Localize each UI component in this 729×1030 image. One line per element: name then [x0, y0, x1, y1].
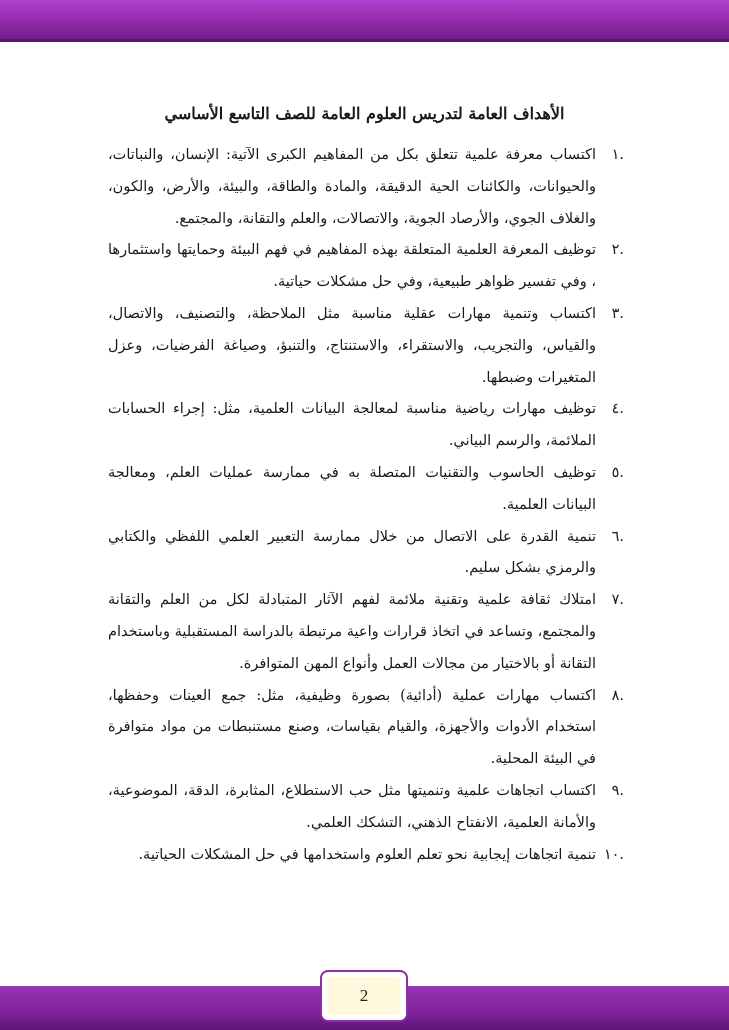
objective-item-1 — [108, 140, 624, 235]
objective-item-6 — [108, 522, 624, 586]
objective-number: .١٠ — [603, 846, 624, 863]
objective-text: امتلاك ثقافة علمية وتقنية ملائمة لفهم الآثار المتبادلة لكل من العلم والتقانة والمجتمع، وتساعد في اتخاذ قرارات واعية مرتبطة بالدراسة المستقبلية وباستخدام التقانة أو بالاختيار من مجالات العمل وأنواع المهن المتوافرة. — [108, 592, 596, 672]
top-decorative-band — [0, 0, 729, 42]
objective-text: توظيف مهارات رياضية مناسبة لمعالجة البيانات العلمية، مثل: إجراء الحسابات الملائمة، والرسم البياني. — [108, 401, 596, 450]
page-number-tab — [322, 972, 406, 1020]
objective-item-8 — [108, 681, 624, 776]
page-number: 2 — [328, 977, 400, 1015]
objective-item-7 — [108, 585, 624, 680]
objective-item-2 — [108, 235, 624, 299]
objective-number: .٧ — [611, 592, 624, 609]
objective-number: .١ — [611, 147, 624, 163]
objective-number: .٨ — [611, 687, 624, 704]
objective-text: توظيف الحاسوب والتقنيات المتصلة به في ممارسة عمليات العلم، ومعالجة البيانات العلمية. — [108, 464, 596, 513]
objective-item-3 — [108, 299, 624, 394]
objective-number: .٩ — [611, 782, 624, 799]
objective-item-10 — [108, 840, 624, 872]
page-title: الأهداف العامة لتدريس العلوم العامة للصف التاسع الأساسي — [164, 103, 565, 123]
objectives-list — [108, 140, 624, 871]
objective-item-9 — [108, 776, 624, 840]
objective-number: .٦ — [611, 528, 624, 545]
objective-item-5 — [108, 458, 624, 522]
objective-number: .٣ — [611, 305, 624, 322]
objective-text: اكتساب وتنمية مهارات عقلية مناسبة مثل الملاحظة، والتصنيف، والاتصال، والقياس، والتجريب، والاستقراء، والاستنتاج، والتنبؤ، وصياغة الفرضيات، وعزل المتغيرات وضبطها. — [108, 305, 596, 386]
objective-text: تنمية اتجاهات إيجابية نحو تعلم العلوم واستخدامها في حل المشكلات الحياتية. — [138, 846, 596, 863]
objective-number: .٤ — [611, 401, 624, 418]
objective-text: اكتساب مهارات عملية (أدائية) بصورة وظيفية، مثل: جمع العينات وحفظها، استخدام الأدوات والأجهزة، والقيام بقياسات، وصنع مستنبطات من مواد متوافرة في البيئة المحلية. — [108, 687, 596, 768]
objective-number: .٥ — [611, 464, 624, 481]
objective-text: اكتساب اتجاهات علمية وتنميتها مثل حب الاستطلاع، المثابرة، الدقة، الموضوعية، والأمانة العلمية، الانفتاح الذهني، التشكك العلمي. — [108, 782, 596, 831]
objective-item-4 — [108, 394, 624, 458]
objective-number: .٢ — [611, 242, 624, 259]
objective-text: توظيف المعرفة العلمية المتعلقة بهذه المفاهيم في فهم البيئة وحمايتها واستثمارها ، وفي تفسير ظواهر طبيعية، وفي حل مشكلات حياتية. — [108, 242, 596, 291]
objective-text: اكتساب معرفة علمية تتعلق بكل من المفاهيم الكبرى الآتية: الإنسان، والنباتات، والحيوانات، والكائنات الحية الدقيقة، والمادة والطاقة، والبيئة، والأرض، والكون، والغلاف الجوي، والأرصاد الجوية، والاتصالات، والعلم والتقانة، والمجتمع. — [108, 147, 596, 227]
objective-text: تنمية القدرة على الاتصال من خلال ممارسة التعبير العلمي اللفظي والكتابي والرمزي بشكل سليم. — [108, 528, 596, 577]
